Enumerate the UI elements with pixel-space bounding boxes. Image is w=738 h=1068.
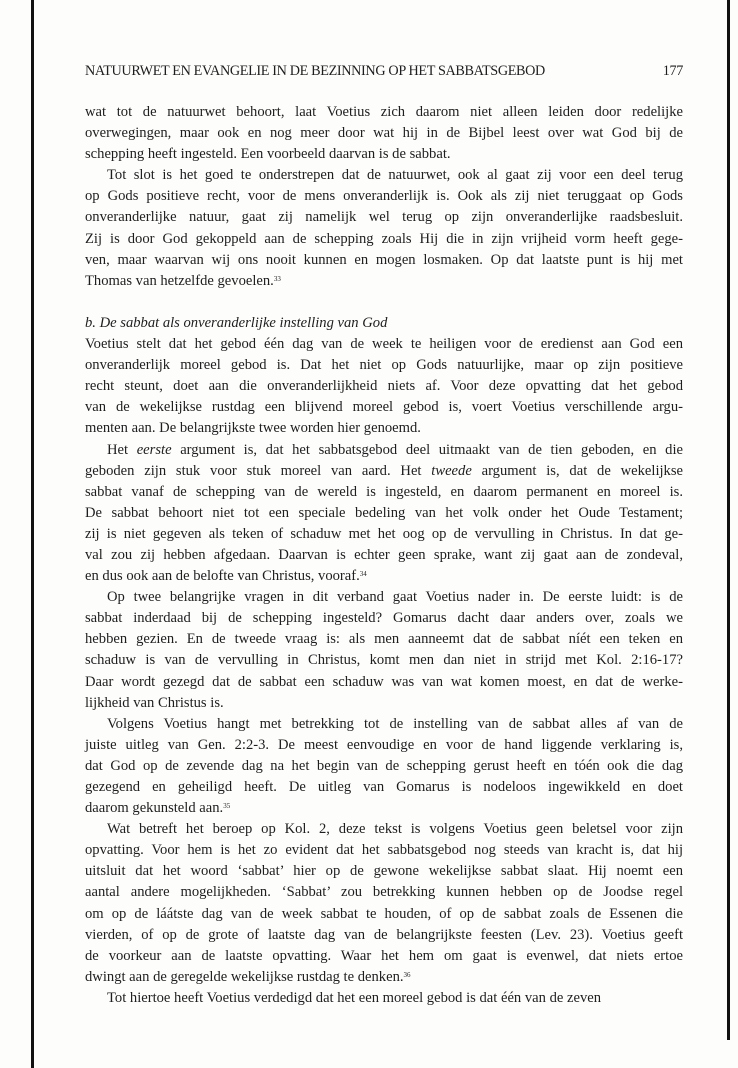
text-line bbox=[85, 756, 683, 777]
text-segment: onveranderlijke natuur, gaat zij namelijk wel terug op zijn onveranderlijke raadsbesluit. bbox=[85, 209, 683, 226]
text-segment: en dus ook aan de belofte van Christus, vooraf. bbox=[85, 568, 360, 585]
text-line bbox=[85, 418, 683, 439]
text-segment: overwegingen, maar ook en nog meer door wat hij in de Bijbel leest over wat God bij de bbox=[85, 125, 683, 142]
text-segment: recht steunt, doet aan die onveranderlijkheid niets af. Voor deze opvatting dat het gebod bbox=[85, 378, 683, 395]
text-line bbox=[85, 545, 683, 566]
text-segment: daarom gekunsteld aan. bbox=[85, 800, 224, 817]
text-line bbox=[85, 925, 683, 946]
text-line bbox=[85, 376, 683, 397]
text-segment: Wat betreft het beroep op Kol. 2, deze tekst is volgens Voetius geen beletsel voor zijn bbox=[107, 821, 683, 838]
text-segment: De sabbat behoort niet tot een speciale bedeling van het volk onder het Oude Testament; bbox=[85, 504, 683, 521]
text-segment: onveranderlijk moreel gebod is. Dat het niet op Gods natuurlijke, maar op zijn positieve bbox=[85, 357, 683, 374]
text-line bbox=[85, 503, 683, 524]
text-segment: sabbat vanaf de schepping van de wereld is ingesteld, en daarom permanent en moreel is. bbox=[85, 483, 683, 500]
text-segment: sabbat inderdaad bij de schepping ingesteld? Gomarus dacht daar anders over, zoals we bbox=[85, 610, 683, 627]
text-line bbox=[85, 693, 683, 714]
text-line bbox=[85, 461, 683, 482]
text-line bbox=[85, 587, 683, 608]
scan-edge-left bbox=[31, 0, 34, 1068]
footnote-reference: 35 bbox=[223, 802, 231, 811]
text-segment: argument is, dat de wekelijkse bbox=[471, 462, 684, 479]
text-segment: dwingt aan de geregelde wekelijkse rustdag te denken. bbox=[85, 968, 404, 985]
text-line bbox=[85, 482, 683, 503]
running-header bbox=[85, 63, 683, 80]
text-line bbox=[85, 250, 683, 271]
text-line bbox=[85, 207, 683, 228]
footnote-reference: 34 bbox=[359, 570, 367, 579]
text-line bbox=[85, 861, 683, 882]
scan-edge-right bbox=[727, 0, 730, 1040]
text-line bbox=[85, 144, 683, 165]
text-line bbox=[85, 566, 683, 587]
footnote-reference: 36 bbox=[403, 970, 411, 979]
text-segment: gezegend en geheiligd heeft. De uitleg van Gomarus is nodeloos ingewikkeld en doet bbox=[85, 779, 683, 795]
footnote-reference: 33 bbox=[273, 274, 281, 283]
text-line bbox=[85, 714, 683, 735]
blank-line bbox=[85, 292, 683, 313]
text-line bbox=[85, 440, 683, 461]
text-segment: schaduw is van de vervulling in Christus, komt men dan niet in strijd met Kol. 2:16-17? bbox=[85, 652, 683, 669]
text-segment: Daar wordt gezegd dat de sabbat een schaduw was van wat komen moest, en dat de werke- bbox=[85, 673, 683, 690]
text-segment: hebben gezien. En de tweede vraag is: als men aanneemt dat de sabbat níét een teken en bbox=[85, 631, 683, 648]
text-segment: ven, maar waarvan wij ons nooit kunnen en mogen losmaken. Op dat laatste punt is hij met bbox=[85, 251, 683, 268]
text-line bbox=[85, 355, 683, 376]
text-segment: Volgens Voetius hangt met betrekking tot de instelling van de sabbat alles af van de bbox=[107, 715, 683, 732]
text-line bbox=[85, 165, 683, 186]
text-segment: opvatting. Voor hem is het zo evident dat het sabbatsgebod nog steeds van kracht is, dat hij bbox=[85, 842, 683, 859]
text-segment: geboden zijn stuk voor stuk moreel van aard. Het bbox=[85, 462, 432, 479]
text-line bbox=[85, 967, 683, 988]
text-line bbox=[85, 672, 683, 693]
text-line bbox=[85, 524, 683, 545]
text-segment: zij is niet gegeven als teken of schaduw met het oog op de vervulling in Christus. In dat ge- bbox=[85, 525, 683, 542]
text-segment: om op de láátste dag van de week sabbat te houden, of op de sabbat zoals de Essenen die bbox=[85, 905, 683, 922]
body-text bbox=[85, 102, 683, 1009]
text-segment: lijkheid van Christus is. bbox=[85, 694, 224, 711]
text-segment: Thomas van hetzelfde gevoelen. bbox=[85, 272, 274, 289]
text-line bbox=[85, 102, 683, 123]
text-segment: Tot hiertoe heeft Voetius verdedigd dat het een moreel gebod is dat één van de zeven bbox=[107, 989, 602, 1006]
text-segment: uitsluit dat het woord ‘sabbat’ hier op de gewone wekelijkse sabbat slaat. Hij noemt een bbox=[85, 863, 683, 880]
text-line bbox=[85, 650, 683, 671]
italic-text: b. De sabbat als onveranderlijke instelling van God bbox=[85, 314, 388, 331]
text-line bbox=[85, 397, 683, 418]
text-segment: Op twee belangrijke vragen in dit verband gaat Voetius nader in. De eerste luidt: is de bbox=[107, 589, 683, 606]
text-line bbox=[85, 735, 683, 756]
text-line bbox=[85, 629, 683, 650]
text-line bbox=[85, 229, 683, 250]
text-segment: Voetius stelt dat het gebod één dag van de week te heiligen voor de eredienst aan God een bbox=[85, 336, 683, 353]
text-segment: de voorkeur aan de laatste opvatting. Waar het hem om gaat is evenwel, dat niets ertoe bbox=[85, 947, 683, 964]
italic-text: eerste bbox=[136, 441, 172, 458]
page-number: 177 bbox=[662, 63, 683, 79]
text-segment: dat God op de zevende dag na het begin van de schepping gerust heeft en tóén ook die dag bbox=[85, 757, 683, 774]
text-line bbox=[85, 186, 683, 207]
text-line bbox=[85, 798, 683, 819]
text-line bbox=[85, 988, 683, 1009]
text-segment: van de wekelijkse rustdag een blijvend moreel gebod is, voert Voetius verschillende argu- bbox=[85, 399, 683, 416]
text-segment: Het bbox=[107, 441, 137, 458]
text-segment: menten aan. De belangrijkste twee worden hier genoemd. bbox=[85, 420, 421, 437]
text-line bbox=[85, 123, 683, 144]
text-segment: juiste uitleg van Gen. 2:2-3. De meest eenvoudige en voor de hand liggende verklaring is, bbox=[85, 736, 683, 753]
text-line bbox=[85, 882, 683, 903]
text-segment: val zou zij hebben afgedaan. Daarvan is echter geen sprake, want zij gaat aan de zondeval, bbox=[85, 546, 683, 563]
text-segment: schepping heeft ingesteld. Een voorbeeld daarvan is de sabbat. bbox=[85, 146, 451, 163]
text-segment: op Gods positieve recht, voor de mens onveranderlijk is. Ook als zij niet teruggaat op Gods bbox=[85, 188, 683, 205]
text-segment: Tot slot is het goed te onderstrepen dat de natuurwet, ook al gaat zij voor een deel terug bbox=[107, 167, 683, 184]
running-header-title: NATUURWET EN EVANGELIE IN DE BEZINNING OP HET SABBATSGEBOD bbox=[85, 63, 545, 79]
text-segment: aantal andere mogelijkheden. ‘Sabbat’ zou betrekking kunnen hebben op de Joodse regel bbox=[85, 884, 683, 901]
text-line bbox=[85, 819, 683, 840]
text-line bbox=[85, 904, 683, 925]
text-line bbox=[85, 608, 683, 629]
text-line bbox=[85, 840, 683, 861]
text-line bbox=[85, 271, 683, 292]
text-line bbox=[85, 777, 683, 798]
text-line bbox=[85, 334, 683, 355]
text-segment: vierden, of op de grote of laatste dag van de belangrijkste feesten (Lev. 23). Voetius geeft bbox=[85, 926, 683, 943]
text-line bbox=[85, 946, 683, 967]
text-segment: argument is, dat het sabbatsgebod deel uitmaakt van de tien geboden, en die bbox=[171, 441, 683, 458]
text-segment: Zij is door God gekoppeld aan de schepping zoals Hij die in zijn vrijheid vorm heeft gege- bbox=[85, 230, 683, 247]
section-heading bbox=[85, 313, 683, 334]
text-segment: wat tot de natuurwet behoort, laat Voetius zich daarom niet alleen leiden door redelijke bbox=[85, 104, 683, 120]
italic-text: tweede bbox=[431, 462, 472, 479]
